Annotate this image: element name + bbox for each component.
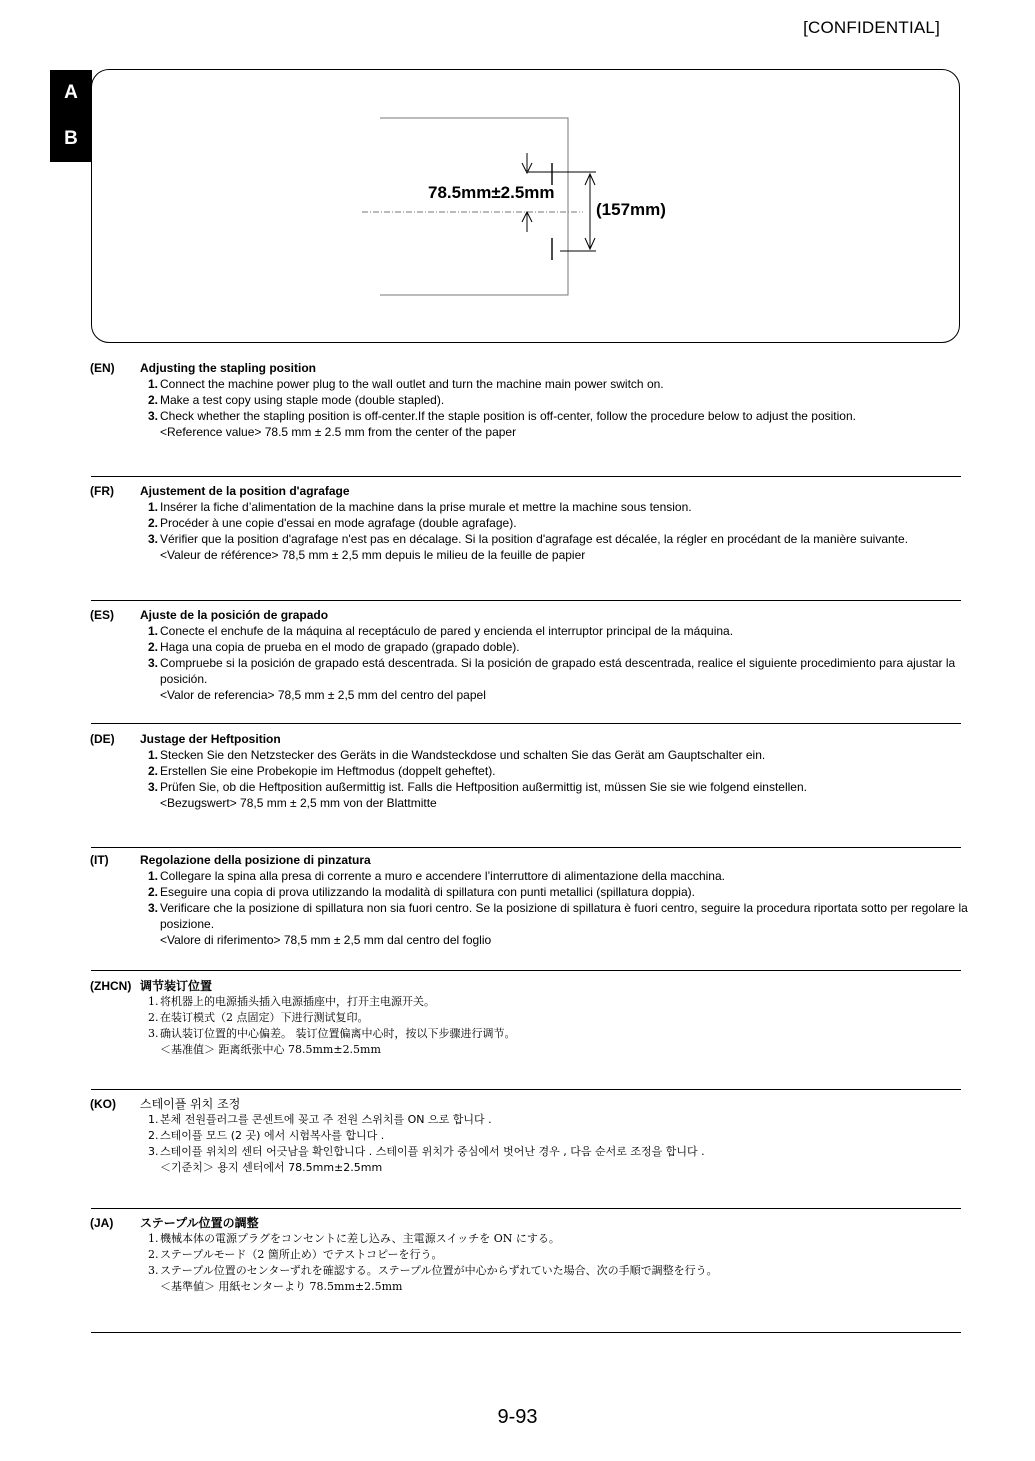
tab-b: B bbox=[50, 116, 92, 162]
step-text: Stecken Sie den Netzstecker des Geräts in die Wandsteckdose und schalten Sie das Gerät am Gauptschalter ein. bbox=[160, 748, 766, 762]
width-label: (157mm) bbox=[596, 200, 666, 219]
reference-value: <Valeur de référence> 78,5 mm ± 2,5 mm depuis le milieu de la feuille de papier bbox=[160, 548, 586, 562]
step-number: 3. bbox=[148, 656, 159, 670]
reference-value: ＜기준치＞ 용지 센터에서 78.5mm±2.5mm bbox=[160, 1161, 383, 1174]
step-number: 1. bbox=[148, 624, 159, 638]
step-list bbox=[148, 376, 968, 440]
step-number: 2. bbox=[148, 1011, 159, 1024]
step-item bbox=[148, 900, 968, 932]
step-list bbox=[148, 994, 968, 1058]
step-text: Haga una copia de prueba en el modo de grapado (grapado doble). bbox=[160, 640, 520, 654]
page-number: 9-93 bbox=[497, 1406, 538, 1428]
step-text: Procéder à une copie d'essai en mode agrafage (double agrafage). bbox=[160, 516, 517, 530]
step-item bbox=[148, 1128, 968, 1144]
step-text: ステープル位置のセンターずれを確認する。ステープル位置が中心からずれていた場合、次の手順で調整を行う。 bbox=[160, 1264, 718, 1277]
section-title: Regolazione della posizione di pinzatura bbox=[140, 853, 371, 867]
step-number: 1. bbox=[148, 377, 159, 391]
step-number: 2. bbox=[148, 1129, 159, 1142]
step-item bbox=[148, 1112, 968, 1128]
step-number: 2. bbox=[148, 640, 159, 654]
step-text: 機械本体の電源プラグをコンセントに差し込み、主電源スイッチを ON にする。 bbox=[160, 1232, 560, 1245]
step-item bbox=[148, 1247, 968, 1263]
section-title: 스테이플 위치 조정 bbox=[140, 1097, 241, 1111]
reference-value: ＜基准值＞ 距离纸张中心 78.5mm±2.5mm bbox=[160, 1043, 381, 1056]
step-text: 본체 전원플러그를 콘센트에 꽂고 주 전원 스위치를 ON 으로 합니다 . bbox=[160, 1113, 492, 1126]
step-number: 1. bbox=[148, 1232, 159, 1245]
step-list bbox=[148, 1112, 968, 1176]
step-item bbox=[148, 1263, 968, 1279]
step-number: 3. bbox=[148, 1145, 159, 1158]
section-title: Ajustement de la position d'agrafage bbox=[140, 484, 350, 498]
step-item bbox=[148, 392, 968, 408]
step-text: Verificare che la posizione di spillatura non sia fuori centro. Se la posizione di spillatura è fuori centro, seguire la procedura riportata sotto per regolare la posizione. bbox=[160, 901, 968, 931]
step-text: Eseguire una copia di prova utilizzando la modalità di spillatura con punti metallici (spillatura doppia). bbox=[160, 885, 695, 899]
step-list bbox=[148, 747, 968, 811]
step-item bbox=[148, 1010, 968, 1026]
language-code: (IT) bbox=[90, 853, 109, 867]
language-code: (EN) bbox=[90, 361, 115, 375]
step-item bbox=[148, 531, 968, 547]
section-divider bbox=[91, 723, 961, 724]
section-title: 调节装订位置 bbox=[140, 979, 213, 993]
step-number: 1. bbox=[148, 869, 159, 883]
step-number: 1. bbox=[148, 1113, 159, 1126]
step-number: 2. bbox=[148, 885, 159, 899]
section-divider bbox=[91, 1089, 961, 1090]
step-item bbox=[148, 763, 968, 779]
step-text: Connect the machine power plug to the wall outlet and turn the machine main power switch on. bbox=[160, 377, 664, 391]
step-list bbox=[148, 868, 968, 948]
section-title: Adjusting the stapling position bbox=[140, 361, 316, 375]
step-item bbox=[148, 868, 968, 884]
reference-value: <Valor de referencia> 78,5 mm ± 2,5 mm del centro del papel bbox=[160, 688, 486, 702]
distance-label: 78.5mm±2.5mm bbox=[428, 183, 555, 202]
step-number: 3. bbox=[148, 1264, 159, 1277]
step-number: 2. bbox=[148, 1248, 159, 1261]
step-item bbox=[148, 639, 968, 655]
staple-position-diagram bbox=[0, 0, 1035, 360]
footer-divider bbox=[91, 1332, 961, 1333]
step-text: Vérifier que la position d'agrafage n'est pas en décalage. Si la position d'agrafage est décalée, la régler en procédant de la manière suivante. bbox=[160, 532, 909, 546]
step-list bbox=[148, 1231, 968, 1295]
section-title: Ajuste de la posición de grapado bbox=[140, 608, 329, 622]
step-number: 2. bbox=[148, 764, 159, 778]
step-text: Compruebe si la posición de grapado está descentrada. Si la posición de grapado está descentrada, realice el siguiente procedimiento para ajustar la posición. bbox=[160, 656, 956, 686]
step-text: 스테이플 모드 (2 곳) 에서 시험복사를 합니다 . bbox=[160, 1129, 385, 1142]
tab-a: A bbox=[50, 70, 92, 116]
step-number: 3. bbox=[148, 409, 159, 423]
step-item bbox=[148, 1231, 968, 1247]
step-number: 2. bbox=[148, 516, 159, 530]
step-item bbox=[148, 1026, 968, 1042]
language-code: (FR) bbox=[90, 484, 114, 498]
language-code: (ZHCN) bbox=[90, 979, 132, 993]
step-number: 3. bbox=[148, 532, 159, 546]
step-item bbox=[148, 1144, 968, 1160]
section-divider bbox=[91, 600, 961, 601]
language-code: (ES) bbox=[90, 608, 114, 622]
step-item bbox=[148, 376, 968, 392]
confidential-label: [CONFIDENTIAL] bbox=[803, 18, 940, 37]
step-number: 1. bbox=[148, 748, 159, 762]
section-divider bbox=[91, 476, 961, 477]
step-item bbox=[148, 779, 968, 795]
reference-value: <Valore di riferimento> 78,5 mm ± 2,5 mm dal centro del foglio bbox=[160, 933, 492, 947]
step-text: Make a test copy using staple mode (double stapled). bbox=[160, 393, 445, 407]
step-text: 将机器上的电源插头插入电源插座中，打开主电源开关。 bbox=[160, 995, 435, 1008]
step-text: Collegare la spina alla presa di corrente a muro e accendere l’interruttore di alimentazione della macchina. bbox=[160, 869, 725, 883]
reference-value: <Reference value> 78.5 mm ± 2.5 mm from the center of the paper bbox=[160, 425, 517, 439]
section-divider bbox=[91, 970, 961, 971]
paper-outline bbox=[380, 118, 568, 295]
step-item bbox=[148, 655, 968, 687]
step-text: Conecte el enchufe de la máquina al receptáculo de pared y encienda el interruptor principal de la máquina. bbox=[160, 624, 734, 638]
step-list bbox=[148, 499, 968, 563]
step-number: 1. bbox=[148, 500, 159, 514]
language-code: (KO) bbox=[90, 1097, 116, 1111]
step-item bbox=[148, 515, 968, 531]
step-text: 确认装订位置的中心偏差。 装订位置偏离中心时，按以下步骤进行调节。 bbox=[160, 1027, 516, 1040]
step-item bbox=[148, 408, 968, 424]
step-item bbox=[148, 994, 968, 1010]
step-text: Prüfen Sie, ob die Heftposition außermittig ist. Falls die Heftposition außermittig ist, müssen Sie sie wie folgend einstellen. bbox=[160, 780, 807, 794]
reference-value: <Bezugswert> 78,5 mm ± 2,5 mm von der Blattmitte bbox=[160, 796, 437, 810]
step-item bbox=[148, 623, 968, 639]
step-number: 2. bbox=[148, 393, 159, 407]
step-text: ステープルモード（2 箇所止め）でテストコピーを行う。 bbox=[160, 1248, 443, 1261]
step-number: 3. bbox=[148, 780, 159, 794]
section-title: Justage der Heftposition bbox=[140, 732, 281, 746]
step-list bbox=[148, 623, 968, 703]
step-item bbox=[148, 884, 968, 900]
step-item bbox=[148, 499, 968, 515]
step-text: Check whether the stapling position is off-center.If the staple position is off-center, follow the procedure below to adjust the position. bbox=[160, 409, 856, 423]
step-text: Insérer la fiche d’alimentation de la machine dans la prise murale et mettre la machine sous tension. bbox=[160, 500, 692, 514]
step-text: Erstellen Sie eine Probekopie im Heftmodus (doppelt geheftet). bbox=[160, 764, 496, 778]
step-number: 3. bbox=[148, 901, 159, 915]
reference-value: ＜基準値＞ 用紙センターより 78.5mm±2.5mm bbox=[160, 1280, 403, 1293]
step-text: 스테이플 위치의 센터 어긋남을 확인합니다 . 스테이플 위치가 중심에서 벗어난 경우 , 다음 순서로 조정을 합니다 . bbox=[160, 1145, 705, 1158]
language-code: (DE) bbox=[90, 732, 115, 746]
step-item bbox=[148, 747, 968, 763]
language-code: (JA) bbox=[90, 1216, 114, 1230]
step-text: 在装订模式（2 点固定）下进行测试复印。 bbox=[160, 1011, 369, 1024]
section-divider bbox=[91, 847, 961, 848]
section-title: ステープル位置の調整 bbox=[140, 1216, 259, 1230]
step-number: 1. bbox=[148, 995, 159, 1008]
step-number: 3. bbox=[148, 1027, 159, 1040]
section-divider bbox=[91, 1208, 961, 1209]
